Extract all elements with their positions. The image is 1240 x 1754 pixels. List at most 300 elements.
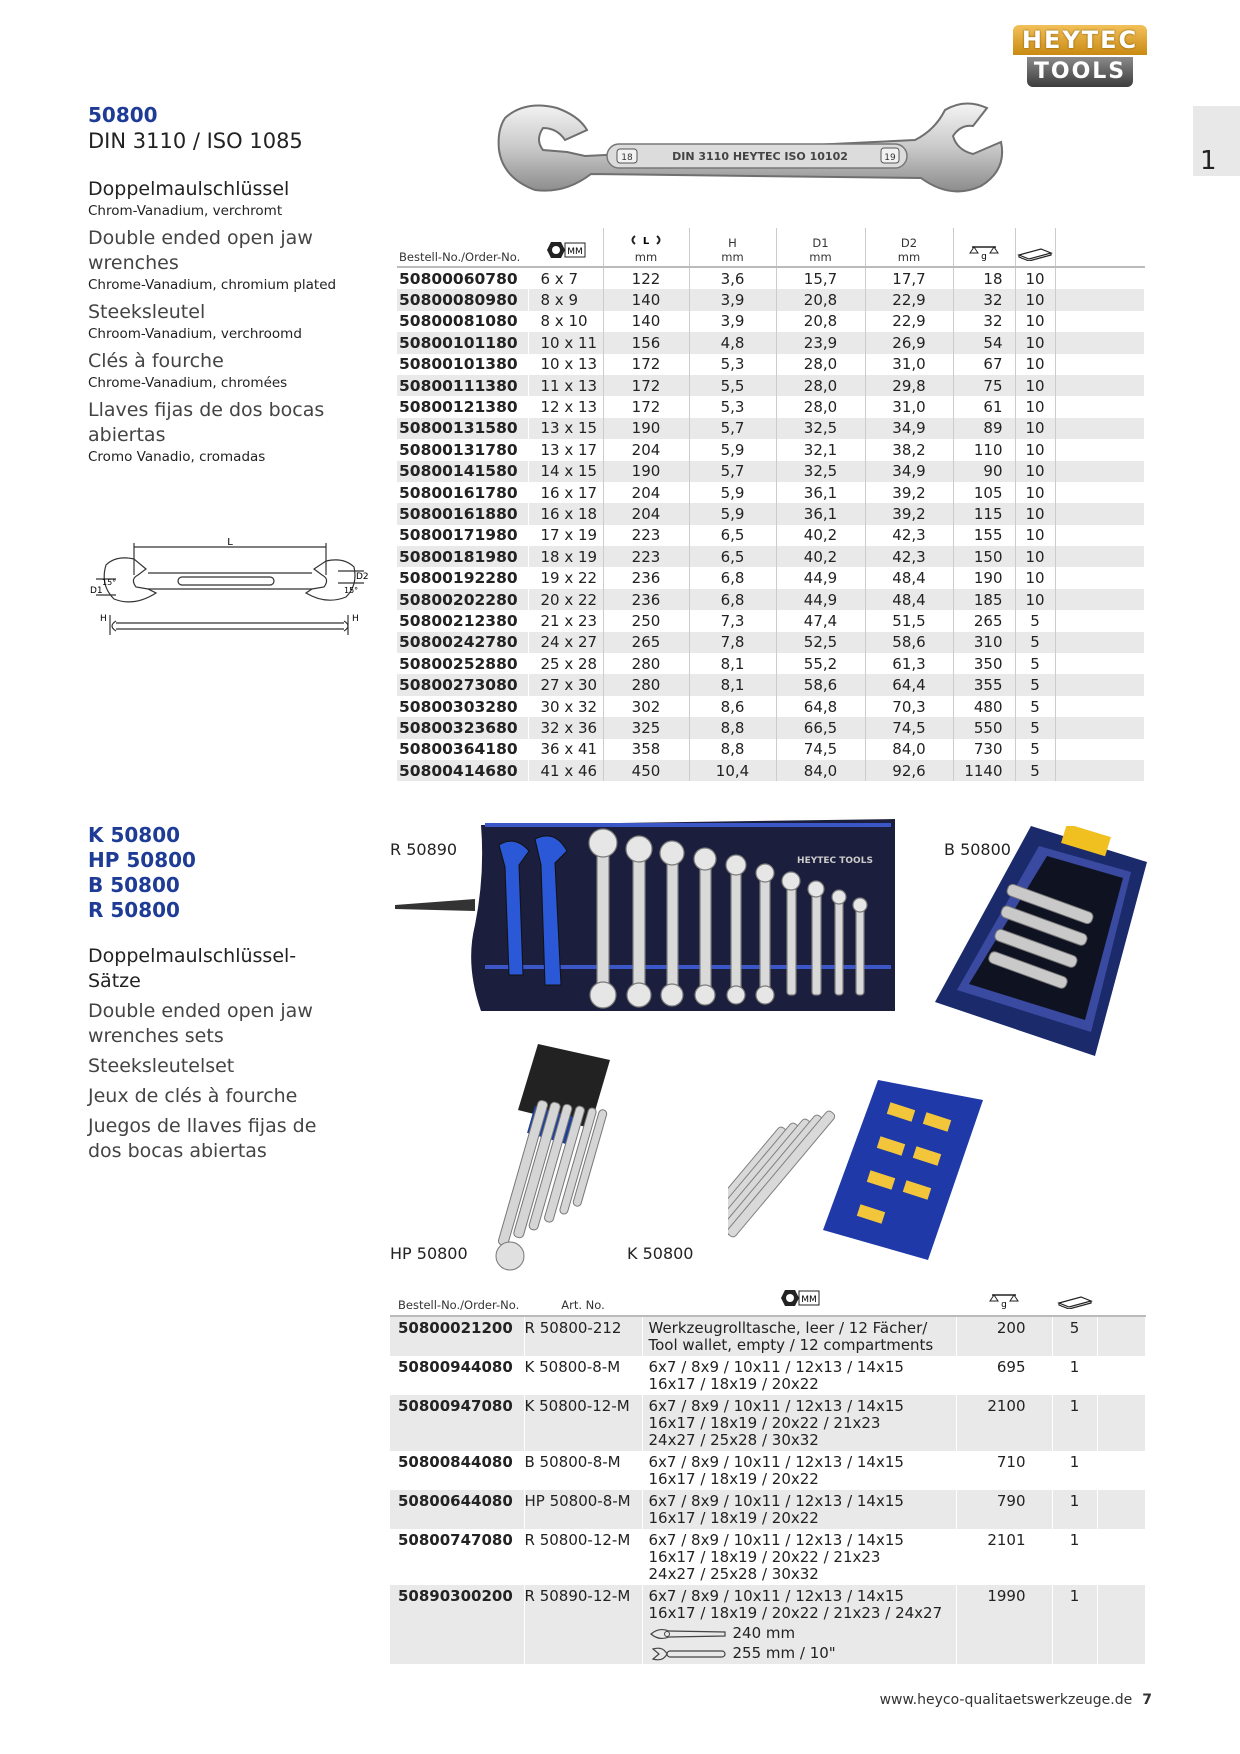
cell: 10 [1015, 503, 1055, 524]
table-row [397, 354, 1145, 375]
chapter-number: 1 [1200, 146, 1217, 176]
cell: 8 x 9 [528, 289, 603, 310]
header-pack [1015, 228, 1055, 267]
cell: 19 x 22 [528, 567, 603, 588]
cell: 5 [1015, 739, 1055, 760]
svg-text:g: g [1001, 1300, 1007, 1309]
cell: 48,4 [865, 567, 953, 588]
engraving-text: DIN 3110 HEYTEC ISO 10102 [672, 150, 848, 163]
cell: 8,1 [689, 653, 776, 674]
set-title-nl: Steeksleutelset [88, 1055, 235, 1077]
order-number: 50800101380 [397, 354, 528, 375]
order-number: 50800181980 [397, 546, 528, 567]
engraving-left-size: 18 [621, 153, 633, 163]
header-h: H mm [689, 228, 776, 267]
table-row [390, 1451, 1146, 1490]
cell: 58,6 [865, 632, 953, 653]
cell: 27 x 30 [528, 674, 603, 695]
cell: 28,0 [776, 354, 865, 375]
cell: 64,8 [776, 696, 865, 717]
cell: 54 [953, 332, 1015, 353]
table-row [397, 760, 1145, 781]
drawing-label-d1: D1 [90, 586, 103, 596]
cell: 29,8 [865, 375, 953, 396]
order-number: 50890300200 [390, 1585, 524, 1664]
cell: 24 x 27 [528, 632, 603, 653]
section1-code: 50800 [88, 103, 158, 127]
cell: 5,5 [689, 375, 776, 396]
cell: 172 [603, 354, 689, 375]
order-number: 50800364180 [397, 739, 528, 760]
cell: 10 x 13 [528, 354, 603, 375]
sub-en: Chrome-Vanadium, chromium plated [88, 277, 337, 293]
cell: 105 [953, 482, 1015, 503]
order-number: 50800414680 [397, 760, 528, 781]
table-row [390, 1529, 1146, 1585]
cell: 92,6 [865, 760, 953, 781]
order-number: 50800944080 [390, 1356, 524, 1395]
order-number: 50800080980 [397, 289, 528, 310]
cell: 5 [1015, 610, 1055, 631]
header-order-no: Bestell-No./Order-No. [397, 228, 528, 267]
set-scale-icon [988, 1291, 1020, 1309]
cell: 40,2 [776, 525, 865, 546]
cell: 190 [953, 567, 1015, 588]
set-description [642, 1490, 956, 1529]
cell: 44,9 [776, 589, 865, 610]
cell: 61 [953, 396, 1015, 417]
cell: 5 [1015, 760, 1055, 781]
description-line: 24x27 / 25x28 / 30x32 [648, 1565, 819, 1583]
set-code-b: B 50800 [88, 873, 180, 897]
table-row [397, 717, 1145, 738]
set-code-k: K 50800 [88, 823, 181, 847]
wallet-brand: HEYTEC TOOLS [797, 856, 873, 866]
table-row [397, 696, 1145, 717]
cell: 8,8 [689, 717, 776, 738]
heytec-logo [1013, 25, 1147, 89]
header-d1: D1 mm [776, 228, 865, 267]
order-number: 50800111380 [397, 375, 528, 396]
description-line: 6x7 / 8x9 / 10x11 / 12x13 / 14x15 [648, 1397, 904, 1415]
order-number: 50800161880 [397, 503, 528, 524]
cell: 42,3 [865, 525, 953, 546]
drawing-label-l: L [227, 537, 233, 548]
cell: 5 [1015, 653, 1055, 674]
svg-text:MM: MM [567, 247, 584, 257]
set-header-pack [1052, 1282, 1097, 1316]
cell: 172 [603, 375, 689, 396]
table-row [397, 461, 1145, 482]
cell: 10 [1015, 482, 1055, 503]
table-row [397, 739, 1145, 760]
logo-line2: TOOLS [1027, 57, 1133, 87]
cell: 3,6 [689, 267, 776, 289]
cell: 26,9 [865, 332, 953, 353]
sub-es: Cromo Vanadio, cromadas [88, 449, 266, 465]
caption-k50800: K 50800 [627, 1244, 694, 1263]
set-code-hp: HP 50800 [88, 848, 196, 872]
table-row [397, 375, 1145, 396]
cell: 10 [1015, 396, 1055, 417]
table-row [397, 653, 1145, 674]
box-set-photo [935, 826, 1147, 1056]
cell: 64,4 [865, 674, 953, 695]
set-title-fr: Jeux de clés à fourche [88, 1085, 298, 1107]
cell: 28,0 [776, 375, 865, 396]
description-line: 16x17 / 18x19 / 20x22 / 21x23 [648, 1548, 881, 1566]
cell: 10,4 [689, 760, 776, 781]
drawing-label-h-right: H [352, 614, 359, 624]
cell: 74,5 [865, 717, 953, 738]
cell: 355 [953, 674, 1015, 695]
cell: 13 x 15 [528, 418, 603, 439]
cell: 11 x 13 [528, 375, 603, 396]
set-hex-key-icon [777, 1287, 821, 1309]
cell: 51,5 [865, 610, 953, 631]
set-header-weight [956, 1282, 1052, 1316]
order-number: 50800021200 [390, 1316, 524, 1356]
wrench-spec-table [397, 228, 1145, 781]
cell: 15,7 [776, 267, 865, 289]
art-number: B 50800-8-M [524, 1451, 642, 1490]
order-number: 50800212380 [397, 610, 528, 631]
order-number: 50800844080 [390, 1451, 524, 1490]
table-row [397, 418, 1145, 439]
footer-url: www.heyco-qualitaetswerkzeuge.de [879, 1692, 1133, 1708]
sub-nl: Chroom-Vanadium, verchroomd [88, 326, 302, 342]
order-number: 50800060780 [397, 267, 528, 289]
art-number: K 50800-8-M [524, 1356, 642, 1395]
cell: 236 [603, 567, 689, 588]
description-line: 16x17 / 18x19 / 20x22 / 21x23 [648, 1414, 881, 1432]
cell: 5,9 [689, 439, 776, 460]
description-line: 6x7 / 8x9 / 10x11 / 12x13 / 14x15 [648, 1358, 904, 1376]
cell: 6 x 7 [528, 267, 603, 289]
cell: 10 [1015, 375, 1055, 396]
table-row [390, 1585, 1146, 1664]
order-number: 50800141580 [397, 461, 528, 482]
cell: 58,6 [776, 674, 865, 695]
order-number: 50800947080 [390, 1395, 524, 1451]
table-row [397, 332, 1145, 353]
cell: 450 [603, 760, 689, 781]
description-line: 16x17 / 18x19 / 20x22 / 21x23 / 24x27 [648, 1604, 943, 1622]
cell: 10 [1015, 439, 1055, 460]
cell: 10 [1015, 525, 1055, 546]
table-row [397, 482, 1145, 503]
svg-text:L: L [642, 236, 650, 247]
set-description [642, 1356, 956, 1395]
header-d2: D2 mm [865, 228, 953, 267]
cell: 190 [603, 418, 689, 439]
cell: 36,1 [776, 482, 865, 503]
set-header-art-no: Art. No. [524, 1282, 642, 1316]
cell: 66,5 [776, 717, 865, 738]
extra-tool-line [649, 1645, 956, 1662]
cardboard-set-photo [728, 1070, 988, 1260]
cell: 10 [1015, 418, 1055, 439]
cell: 28,0 [776, 396, 865, 417]
table-row [390, 1490, 1146, 1529]
drawing-label-h-left: H [100, 614, 107, 624]
order-number: 50800273080 [397, 674, 528, 695]
cell: 32,1 [776, 439, 865, 460]
cell: 25 x 28 [528, 653, 603, 674]
set-description [642, 1316, 956, 1356]
cell: 34,9 [865, 418, 953, 439]
cell: 70,3 [865, 696, 953, 717]
cell: 47,4 [776, 610, 865, 631]
weight: 1990 [956, 1585, 1052, 1664]
pack-quantity: 1 [1052, 1395, 1097, 1451]
extra-tool-size: 240 mm [732, 1624, 796, 1642]
cell: 84,0 [776, 760, 865, 781]
cell: 32 [953, 311, 1015, 332]
set-description [642, 1451, 956, 1490]
cell: 31,0 [865, 396, 953, 417]
cell: 5,9 [689, 482, 776, 503]
cell: 140 [603, 289, 689, 310]
cell: 280 [603, 674, 689, 695]
cell: 32 x 36 [528, 717, 603, 738]
cell: 74,5 [776, 739, 865, 760]
order-number: 50800252880 [397, 653, 528, 674]
weight: 790 [956, 1490, 1052, 1529]
cell: 23,9 [776, 332, 865, 353]
cell: 10 [1015, 289, 1055, 310]
cell: 5 [1015, 696, 1055, 717]
cell: 302 [603, 696, 689, 717]
art-number: K 50800-12-M [524, 1395, 642, 1451]
sub-de: Chrom-Vanadium, verchromt [88, 203, 283, 219]
cell: 10 [1015, 589, 1055, 610]
caption-hp50800: HP 50800 [390, 1244, 468, 1263]
cell: 8,8 [689, 739, 776, 760]
holder-set-photo [478, 1038, 668, 1278]
extra-tool-size: 255 mm / 10" [732, 1644, 836, 1662]
cell: 16 x 17 [528, 482, 603, 503]
cell: 36 x 41 [528, 739, 603, 760]
cell: 3,9 [689, 289, 776, 310]
cell: 10 x 11 [528, 332, 603, 353]
cell: 6,8 [689, 567, 776, 588]
cell: 17,7 [865, 267, 953, 289]
art-number: R 50800-212 [524, 1316, 642, 1356]
cell: 32 [953, 289, 1015, 310]
cell: 10 [1015, 461, 1055, 482]
cell: 36,1 [776, 503, 865, 524]
cell: 265 [953, 610, 1015, 631]
description-line: 16x17 / 18x19 / 20x22 [648, 1509, 819, 1527]
adjustable-wrench-icon [649, 1646, 729, 1662]
cell: 265 [603, 632, 689, 653]
section1-heading [88, 103, 388, 154]
set-title-en: Double ended open jaw wrenches sets [88, 1000, 313, 1047]
cell: 10 [1015, 311, 1055, 332]
title-en: Double ended open jaw wrenches [88, 227, 313, 274]
cell: 730 [953, 739, 1015, 760]
cell: 38,2 [865, 439, 953, 460]
section1-titles [88, 177, 338, 466]
order-number: 50800644080 [390, 1490, 524, 1529]
description-line: 16x17 / 18x19 / 20x22 [648, 1470, 819, 1488]
cell: 250 [603, 610, 689, 631]
cell: 8,1 [689, 674, 776, 695]
cell: 5,3 [689, 354, 776, 375]
cell: 32,5 [776, 461, 865, 482]
wrench-photo [495, 100, 1015, 210]
cell: 41 x 46 [528, 760, 603, 781]
scale-icon [968, 243, 1000, 261]
cell: 34,9 [865, 461, 953, 482]
cell: 10 [1015, 267, 1055, 289]
description-line: 6x7 / 8x9 / 10x11 / 12x13 / 14x15 [648, 1531, 904, 1549]
table-row [397, 610, 1145, 631]
cell: 21 x 23 [528, 610, 603, 631]
cell: 5,9 [689, 503, 776, 524]
order-number: 50800131780 [397, 439, 528, 460]
pack-quantity: 1 [1052, 1585, 1097, 1664]
set-title-de: Doppelmaulschlüssel-Sätze [88, 945, 297, 992]
chapter-tab [1193, 106, 1240, 176]
cell: 155 [953, 525, 1015, 546]
cell: 325 [603, 717, 689, 738]
cell: 30 x 32 [528, 696, 603, 717]
cell: 122 [603, 267, 689, 289]
cell: 39,2 [865, 482, 953, 503]
pack-quantity: 1 [1052, 1490, 1097, 1529]
cell: 12 x 13 [528, 396, 603, 417]
title-fr: Clés à fourche [88, 350, 224, 372]
weight: 710 [956, 1451, 1052, 1490]
cell: 150 [953, 546, 1015, 567]
cell: 5 [1015, 717, 1055, 738]
cell: 550 [953, 717, 1015, 738]
cell: 22,9 [865, 289, 953, 310]
cell: 40,2 [776, 546, 865, 567]
cell: 5 [1015, 632, 1055, 653]
sub-fr: Chrome-Vanadium, chromées [88, 375, 288, 391]
cell: 7,3 [689, 610, 776, 631]
cell: 185 [953, 589, 1015, 610]
cell: 480 [953, 696, 1015, 717]
set-title-es: Juegos de llaves fijas de dos bocas abiertas [88, 1115, 317, 1162]
table-row [397, 567, 1145, 588]
pack-quantity: 1 [1052, 1529, 1097, 1585]
cell: 204 [603, 482, 689, 503]
order-number: 50800081080 [397, 311, 528, 332]
cell: 61,3 [865, 653, 953, 674]
page-number: 7 [1142, 1692, 1152, 1708]
title-es: Llaves fijas de dos bocas abiertas [88, 399, 325, 446]
cell: 5,3 [689, 396, 776, 417]
pliers-icon [649, 1626, 729, 1642]
table-row [390, 1395, 1146, 1451]
order-number: 50800161780 [397, 482, 528, 503]
cell: 7,8 [689, 632, 776, 653]
set-description [642, 1585, 956, 1664]
table-row [397, 632, 1145, 653]
section2-codes [88, 823, 196, 923]
tool-wallet-photo [395, 815, 900, 1015]
cell: 84,0 [865, 739, 953, 760]
package-icon [1017, 245, 1053, 261]
table-row [390, 1356, 1146, 1395]
cell: 39,2 [865, 503, 953, 524]
description-line: Tool wallet, empty / 12 compartments [648, 1336, 934, 1354]
cell: 115 [953, 503, 1015, 524]
cell: 236 [603, 589, 689, 610]
cell: 8,6 [689, 696, 776, 717]
set-header-order-no: Bestell-No./Order-No. [390, 1282, 524, 1316]
order-number: 50800121380 [397, 396, 528, 417]
cell: 350 [953, 653, 1015, 674]
order-number: 50800242780 [397, 632, 528, 653]
cell: 310 [953, 632, 1015, 653]
cell: 10 [1015, 354, 1055, 375]
pack-quantity: 5 [1052, 1316, 1097, 1356]
weight: 695 [956, 1356, 1052, 1395]
drawing-label-angle-left: 15° [102, 578, 117, 587]
set-description [642, 1529, 956, 1585]
table-row [397, 546, 1145, 567]
order-number: 50800323680 [397, 717, 528, 738]
section1-norm: DIN 3110 / ISO 1085 [88, 129, 303, 153]
drawing-label-d2: D2 [356, 572, 369, 582]
weight: 2101 [956, 1529, 1052, 1585]
cell: 156 [603, 332, 689, 353]
set-rows [390, 1316, 1146, 1664]
description-line: 6x7 / 8x9 / 10x11 / 12x13 / 14x15 [648, 1453, 904, 1471]
caption-b50800: B 50800 [944, 840, 1011, 859]
order-number: 50800131580 [397, 418, 528, 439]
cell: 14 x 15 [528, 461, 603, 482]
table-row [397, 674, 1145, 695]
table-row [390, 1316, 1146, 1356]
cell: 10 [1015, 567, 1055, 588]
cell: 20,8 [776, 311, 865, 332]
hex-key-icon [543, 239, 587, 261]
set-description [642, 1395, 956, 1451]
section2-titles [88, 944, 328, 1164]
drawing-label-angle-right: 15° [344, 586, 359, 595]
cell: 20 x 22 [528, 589, 603, 610]
cell: 52,5 [776, 632, 865, 653]
cell: 172 [603, 396, 689, 417]
cell: 204 [603, 439, 689, 460]
title-de: Doppelmaulschlüssel [88, 178, 290, 200]
table-row [397, 396, 1145, 417]
cell: 31,0 [865, 354, 953, 375]
cell: 1140 [953, 760, 1015, 781]
pack-quantity: 1 [1052, 1451, 1097, 1490]
weight: 200 [956, 1316, 1052, 1356]
cell: 204 [603, 503, 689, 524]
description-line: 6x7 / 8x9 / 10x11 / 12x13 / 14x15 [648, 1587, 904, 1605]
table-row [397, 311, 1145, 332]
cell: 18 x 19 [528, 546, 603, 567]
table-row [397, 503, 1145, 524]
cell: 223 [603, 546, 689, 567]
order-number: 50800303280 [397, 696, 528, 717]
svg-text:MM: MM [801, 1295, 817, 1305]
wrench-technical-drawing [86, 535, 376, 645]
header-length: L mm [603, 228, 689, 267]
cell: 90 [953, 461, 1015, 482]
cell: 5 [1015, 674, 1055, 695]
cell: 5,7 [689, 461, 776, 482]
